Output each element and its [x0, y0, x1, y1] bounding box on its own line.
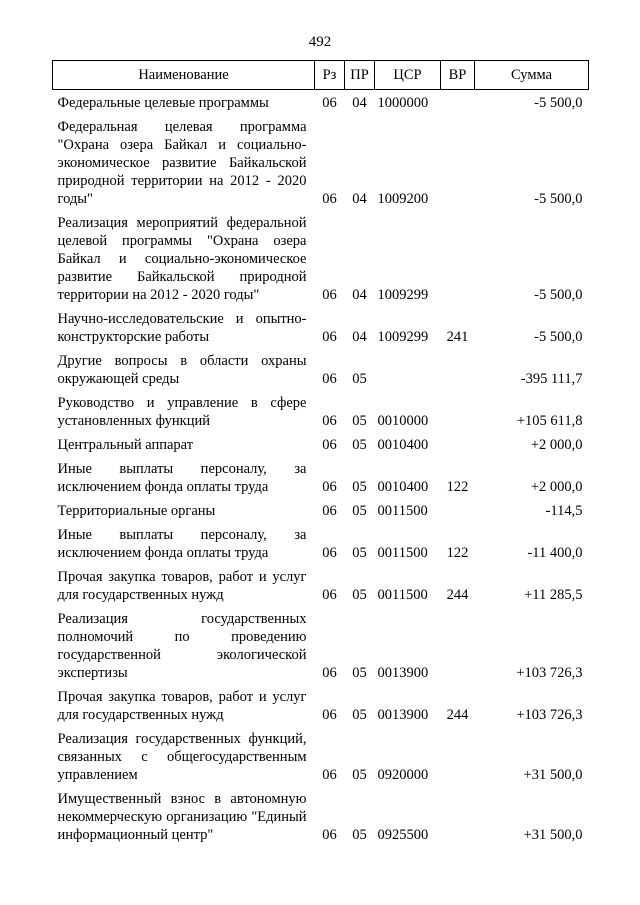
- cell-csr: [375, 347, 441, 389]
- cell-csr: 1009200: [377, 191, 429, 207]
- cell-vr: [441, 389, 475, 431]
- cell-vr: 244: [446, 587, 469, 603]
- cell-rz: 06: [322, 707, 337, 723]
- cell-name: Реализация мероприятий федеральной целевой программы "Охрана озера Байкал и социально-экономическое развитие Байкальской природной территории на 2012 - 2020 годы": [57, 215, 307, 303]
- cell-sum: +103 726,3: [516, 707, 583, 723]
- cell-name: Реализация государственных функций, связанных с общегосударственным управлением: [57, 731, 307, 783]
- cell-sum: -5 500,0: [534, 329, 583, 345]
- page-number: 492: [308, 34, 332, 50]
- cell-pr: 04: [352, 329, 367, 345]
- cell-sum: -5 500,0: [534, 191, 583, 207]
- cell-name: Другие вопросы в области охраны окружающей среды: [57, 353, 307, 387]
- cell-rz: 06: [322, 767, 337, 783]
- cell-sum: -11 400,0: [527, 545, 583, 561]
- cell-rz: 06: [322, 95, 337, 111]
- cell-pr: 05: [352, 503, 367, 519]
- cell-pr: 05: [352, 545, 367, 561]
- cell-rz: 06: [322, 665, 337, 681]
- cell-vr: [441, 431, 475, 455]
- cell-pr: 04: [352, 95, 367, 111]
- cell-csr: 0011500: [377, 545, 428, 561]
- cell-name: Реализация государственных полномочий по проведению государственной экологической экспертизы: [57, 611, 307, 681]
- cell-csr: 0011500: [377, 587, 428, 603]
- cell-vr: [441, 605, 475, 683]
- cell-rz: 06: [322, 191, 337, 207]
- cell-pr: 05: [352, 437, 367, 453]
- cell-name: Федеральные целевые программы: [57, 95, 269, 111]
- cell-rz: 06: [322, 479, 337, 495]
- cell-vr: [441, 497, 475, 521]
- cell-name: Иные выплаты персоналу, за исключением фонда оплаты труда: [57, 461, 307, 495]
- cell-name: Прочая закупка товаров, работ и услуг для государственных нужд: [57, 689, 307, 723]
- cell-sum: +11 285,5: [524, 587, 583, 603]
- table-row: [53, 521, 589, 563]
- cell-rz: 06: [322, 503, 337, 519]
- cell-vr: [441, 90, 475, 114]
- table-row: [53, 785, 589, 845]
- table-body: [53, 90, 589, 846]
- cell-pr: 05: [352, 665, 367, 681]
- table-row: [53, 605, 589, 683]
- header-rz: Рз: [315, 61, 345, 90]
- header-vr: ВР: [441, 61, 475, 90]
- cell-name: Имущественный взнос в автономную некоммерческую организацию "Единый информационный центр": [57, 791, 307, 843]
- table-row: [53, 725, 589, 785]
- cell-rz: 06: [322, 827, 337, 843]
- cell-csr: 0920000: [377, 767, 429, 783]
- cell-sum: -5 500,0: [534, 287, 583, 303]
- table-row: [53, 209, 589, 305]
- header-pr: ПР: [345, 61, 375, 90]
- cell-rz: 06: [322, 371, 337, 387]
- cell-pr: 05: [352, 827, 367, 843]
- cell-vr: [441, 725, 475, 785]
- cell-vr: 241: [446, 329, 469, 345]
- cell-csr: 1009299: [377, 329, 429, 345]
- cell-sum: +31 500,0: [523, 827, 583, 843]
- cell-pr: 05: [352, 371, 367, 387]
- header-name: Наименование: [53, 61, 315, 90]
- cell-rz: 06: [322, 437, 337, 453]
- budget-table: [52, 60, 589, 845]
- cell-pr: 04: [352, 287, 367, 303]
- cell-csr: 0013900: [377, 707, 429, 723]
- cell-pr: 04: [352, 191, 367, 207]
- table-row: [53, 347, 589, 389]
- table-row: [53, 305, 589, 347]
- table-row: [53, 389, 589, 431]
- table-row: [53, 113, 589, 209]
- table-row: [53, 431, 589, 455]
- cell-name: Научно-исследовательские и опытно-конструкторские работы: [57, 311, 307, 345]
- cell-vr: [441, 209, 475, 305]
- cell-sum: -5 500,0: [534, 95, 583, 111]
- cell-csr: 0010000: [377, 413, 429, 429]
- cell-pr: 05: [352, 479, 367, 495]
- cell-vr: [441, 347, 475, 389]
- table-row: [53, 455, 589, 497]
- cell-sum: +105 611,8: [516, 413, 583, 429]
- cell-csr: 0013900: [377, 665, 429, 681]
- header-sum: Сумма: [475, 61, 589, 90]
- cell-csr: 0925500: [377, 827, 429, 843]
- cell-vr: [441, 113, 475, 209]
- cell-rz: 06: [322, 413, 337, 429]
- cell-name: Центральный аппарат: [57, 437, 194, 453]
- table-header-row: [53, 61, 589, 90]
- cell-sum: +31 500,0: [523, 767, 583, 783]
- cell-csr: 1009299: [377, 287, 429, 303]
- cell-name: Прочая закупка товаров, работ и услуг для государственных нужд: [57, 569, 307, 603]
- table-row: [53, 683, 589, 725]
- cell-sum: -395 111,7: [520, 371, 583, 387]
- cell-sum: -114,5: [545, 503, 583, 519]
- cell-rz: 06: [322, 587, 337, 603]
- cell-rz: 06: [322, 545, 337, 561]
- table-row: [53, 563, 589, 605]
- cell-csr: 0011500: [377, 503, 428, 519]
- cell-rz: 06: [322, 329, 337, 345]
- table-row: [53, 497, 589, 521]
- cell-vr: 244: [446, 707, 469, 723]
- cell-rz: 06: [322, 287, 337, 303]
- cell-name: Территориальные органы: [57, 503, 216, 519]
- cell-vr: 122: [446, 545, 469, 561]
- cell-sum: +2 000,0: [530, 479, 583, 495]
- cell-vr: 122: [446, 479, 469, 495]
- cell-name: Иные выплаты персоналу, за исключением фонда оплаты труда: [57, 527, 307, 561]
- header-csr: ЦСР: [375, 61, 441, 90]
- cell-vr: [441, 785, 475, 845]
- table-row: [53, 90, 589, 114]
- cell-sum: +2 000,0: [530, 437, 583, 453]
- cell-name: Федеральная целевая программа "Охрана озера Байкал и социально-экономическое развитие Байкальской природной территории на 2012 - 2020 годы": [57, 119, 307, 207]
- cell-name: Руководство и управление в сфере установленных функций: [57, 395, 307, 429]
- cell-pr: 05: [352, 767, 367, 783]
- cell-pr: 05: [352, 707, 367, 723]
- cell-sum: +103 726,3: [516, 665, 583, 681]
- cell-pr: 05: [352, 413, 367, 429]
- cell-csr: 0010400: [377, 437, 429, 453]
- cell-pr: 05: [352, 587, 367, 603]
- cell-csr: 0010400: [377, 479, 429, 495]
- cell-csr: 1000000: [377, 95, 429, 111]
